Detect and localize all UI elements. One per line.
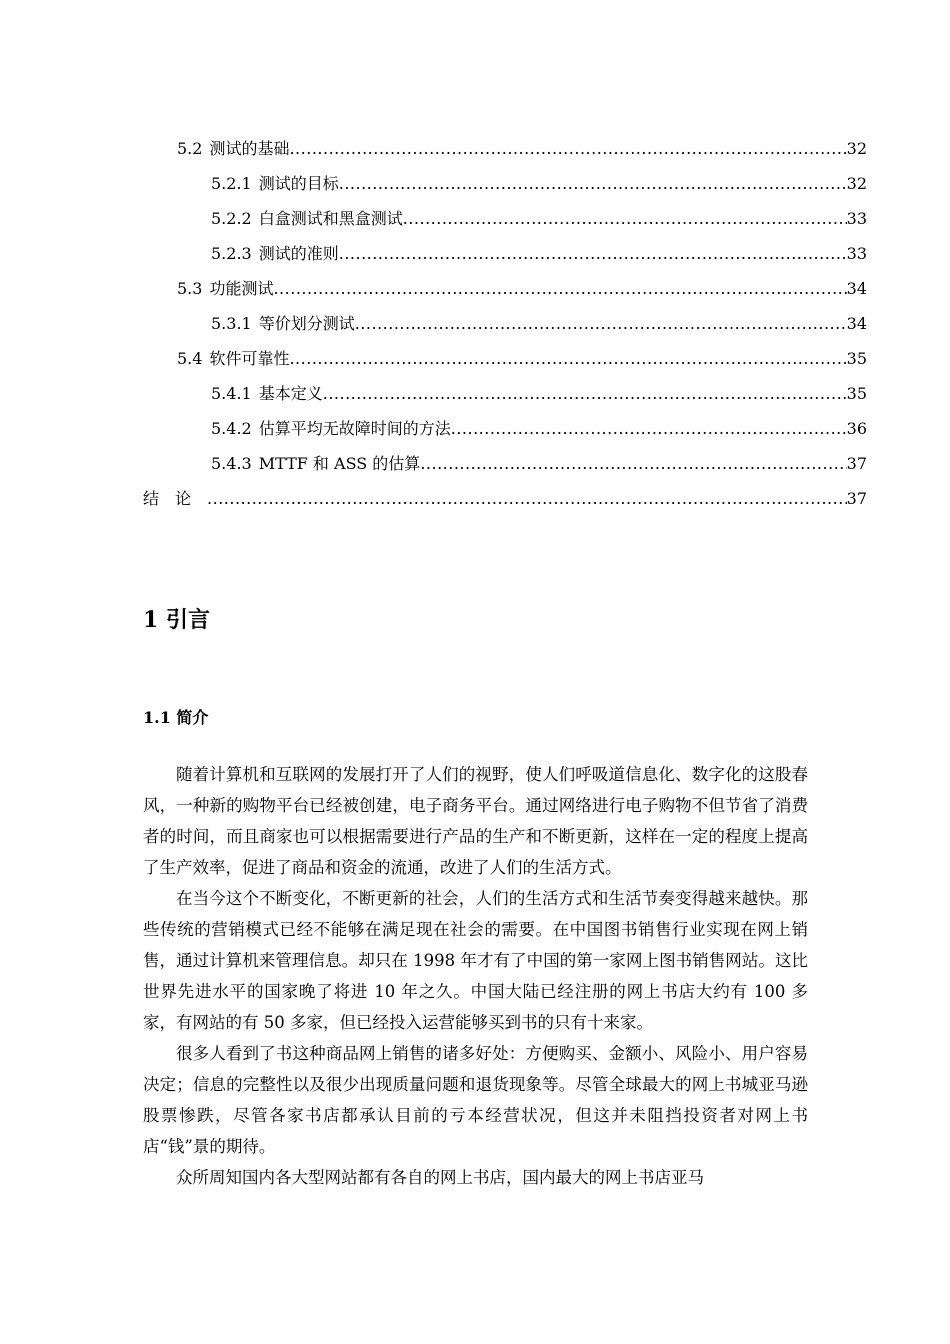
toc-entry[interactable]	[143, 306, 867, 341]
toc-entry-number: 5.4.3	[211, 454, 252, 473]
toc-entry-page: 36	[846, 419, 867, 438]
toc-entry-page: 32	[846, 174, 867, 193]
chapter-title: 1 引言	[143, 607, 210, 633]
paragraph: 众所周知国内各大型网站都有各自的网上书店，国内最大的网上书店亚马	[176, 1168, 704, 1187]
table-of-contents	[143, 131, 867, 516]
toc-entry-number: 5.2.1	[211, 174, 252, 193]
toc-dot-leader	[420, 446, 846, 481]
toc-dot-leader	[323, 376, 847, 411]
toc-entry-title: 软件可靠性	[209, 349, 290, 368]
toc-entry-title: 白盒测试和黑盒测试	[258, 209, 403, 228]
toc-dot-leader	[273, 271, 846, 306]
toc-entry-number: 5.3.1	[211, 314, 252, 333]
paragraph: 在当今这个不断变化，不断更新的社会，人们的生活方式和生活节奏变得越来越快。那些传统的营销模式已经不能够在满足现在社会的需要。在中国图书销售行业实现在网上销售，通过计算机来管理信息。却只在 1998 年才有了中国的第一家网上图书销售网站。这比世界先进水平的国家晚了将进 10 年之久。中国大陆已经注册的网上书店大约有 100 多家，有网站的有 50 多家，但已经投入运营能够买到书的只有十来家。	[143, 889, 808, 1032]
toc-dot-leader	[207, 481, 847, 516]
toc-entry[interactable]	[143, 376, 867, 411]
toc-entry-page: 34	[846, 279, 867, 298]
toc-dot-leader	[339, 166, 847, 201]
toc-entry[interactable]	[143, 481, 867, 516]
toc-entry[interactable]	[143, 236, 867, 271]
toc-entry-title: 基本定义	[258, 384, 323, 403]
toc-entry-title: 测试的基础	[209, 139, 290, 158]
toc-entry[interactable]	[143, 166, 867, 201]
toc-entry[interactable]	[143, 201, 867, 236]
toc-entry[interactable]	[143, 341, 867, 376]
toc-entry-number: 5.2.3	[211, 244, 252, 263]
toc-entry-page: 34	[846, 314, 867, 333]
toc-entry-title: MTTF 和 ASS 的估算	[258, 454, 421, 473]
toc-dot-leader	[355, 306, 847, 341]
toc-dot-leader	[403, 201, 847, 236]
toc-entry-title: 等价划分测试	[258, 314, 355, 333]
toc-entry-number: 5.4.1	[211, 384, 252, 403]
paragraph: 随着计算机和互联网的发展打开了人们的视野，使人们呼吸道信息化、数字化的这股春风，一种新的购物平台已经被创建，电子商务平台。通过网络进行电子购物不但节省了消费者的时间，而且商家也可以根据需要进行产品的生产和不断更新，这样在一定的程度上提高了生产效率，促进了商品和资金的流通，改进了人们的生活方式。	[143, 765, 808, 877]
toc-dot-leader	[451, 411, 847, 446]
toc-entry[interactable]	[143, 411, 867, 446]
toc-entry-page: 32	[846, 139, 867, 158]
section-title: 1.1 简介	[143, 708, 209, 727]
toc-entry-number: 5.2.2	[211, 209, 252, 228]
toc-entry[interactable]	[143, 271, 867, 306]
toc-entry-title: 结论	[143, 489, 208, 508]
toc-dot-leader	[289, 131, 846, 166]
body-text	[143, 759, 808, 1193]
toc-entry-page: 33	[846, 244, 867, 263]
toc-dot-leader	[289, 341, 846, 376]
toc-entry-title: 估算平均无故障时间的方法	[258, 419, 451, 438]
toc-entry-page: 37	[846, 454, 867, 473]
toc-entry-page: 35	[846, 349, 867, 368]
toc-entry-number: 5.2	[177, 139, 203, 158]
toc-entry-page: 35	[846, 384, 867, 403]
toc-entry-page: 33	[846, 209, 867, 228]
paragraph: 很多人看到了书这种商品网上销售的诸多好处：方便购买、金额小、风险小、用户容易决定；信息的完整性以及很少出现质量问题和退货现象等。尽管全球最大的网上书城亚马逊股票惨跌，尽管各家书店都承认目前的亏本经营状况，但这并未阻挡投资者对网上书店“钱”景的期待。	[143, 1044, 808, 1156]
toc-entry[interactable]	[143, 131, 867, 166]
toc-dot-leader	[339, 236, 847, 271]
toc-entry-number: 5.4.2	[211, 419, 252, 438]
toc-entry-title: 测试的准则	[258, 244, 339, 263]
toc-entry-number: 5.4	[177, 349, 203, 368]
toc-entry-title: 测试的目标	[258, 174, 339, 193]
toc-entry-number: 5.3	[177, 279, 203, 298]
toc-entry-title: 功能测试	[209, 279, 274, 298]
toc-entry-page: 37	[846, 489, 867, 508]
toc-entry[interactable]	[143, 446, 867, 481]
